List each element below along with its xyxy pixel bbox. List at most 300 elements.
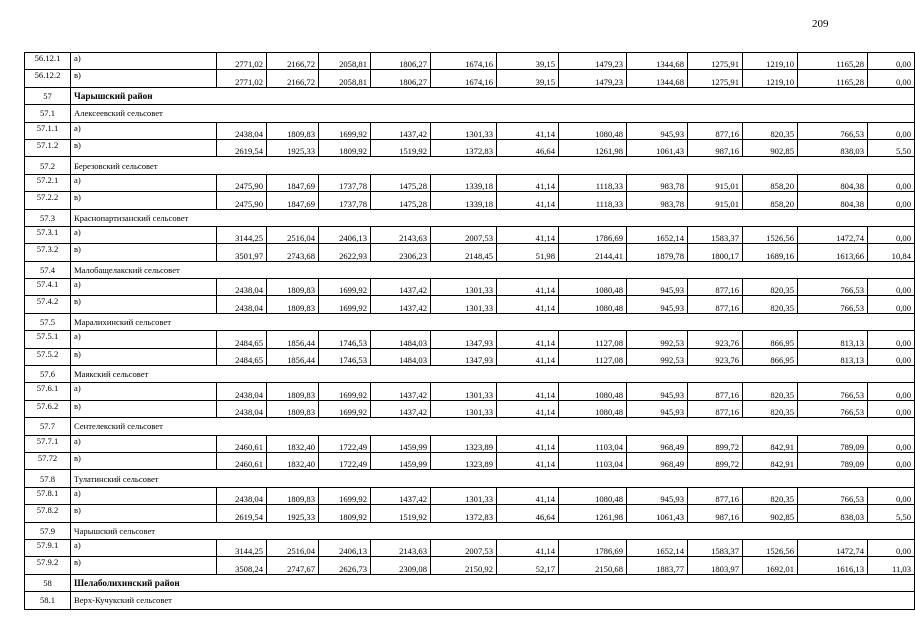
tariff-value: 842,91 — [743, 435, 798, 452]
tariff-value: 1118,33 — [559, 192, 627, 209]
row-label: в) — [71, 296, 217, 313]
tariff-value: 1809,83 — [267, 279, 319, 296]
tariff-value: 1583,37 — [688, 539, 743, 556]
tariff-value: 1699,92 — [319, 383, 371, 400]
tariff-value: 1526,56 — [743, 226, 798, 243]
tariff-value: 945,93 — [627, 122, 688, 139]
tariff-value: 766,53 — [798, 400, 868, 417]
tariff-value: 1879,78 — [627, 244, 688, 261]
tariff-value: 877,16 — [688, 400, 743, 417]
tariff-value: 1674,16 — [431, 53, 497, 70]
tariff-value: 820,35 — [743, 279, 798, 296]
tariff-value: 1809,83 — [267, 296, 319, 313]
row-label: в) — [71, 348, 217, 365]
council-title: Чарышский сельсовет — [71, 522, 915, 539]
region-header-row — [25, 574, 915, 591]
tariff-value: 1786,69 — [559, 539, 627, 556]
tariff-value: 2626,73 — [319, 557, 371, 574]
tariff-value: 987,16 — [688, 505, 743, 522]
tariff-value: 1347,93 — [431, 348, 497, 365]
tariff-value: 858,20 — [743, 192, 798, 209]
tariff-value: 1475,28 — [371, 174, 431, 191]
table-row — [25, 122, 915, 139]
tariff-value: 1301,33 — [431, 383, 497, 400]
tariff-value: 1809,83 — [267, 383, 319, 400]
tariff-value: 2460,61 — [217, 452, 267, 469]
tariff-value: 41,14 — [497, 331, 559, 348]
tariff-value: 1806,27 — [371, 70, 431, 87]
tariff-value: 820,35 — [743, 122, 798, 139]
tariff-value: 804,38 — [798, 192, 868, 209]
tariff-value: 1165,28 — [798, 53, 868, 70]
row-label: а) — [71, 487, 217, 504]
tariff-value: 1746,53 — [319, 331, 371, 348]
tariff-value: 945,93 — [627, 279, 688, 296]
row-label: в) — [71, 244, 217, 261]
row-label: в) — [71, 139, 217, 156]
council-title: Тулатинский сельсовет — [71, 470, 915, 487]
section-code: 57.8 — [25, 470, 71, 487]
tariff-value: 5,50 — [868, 505, 915, 522]
tariff-value: 1883,77 — [627, 557, 688, 574]
tariff-value: 1080,48 — [559, 383, 627, 400]
tariff-value: 1165,28 — [798, 70, 868, 87]
tariff-value: 2438,04 — [217, 400, 267, 417]
section-code: 58.1 — [25, 592, 71, 609]
row-code: 57.8.2 — [25, 505, 71, 522]
tariff-value: 3144,25 — [217, 226, 267, 243]
table-body — [25, 53, 915, 610]
tariff-value: 2516,04 — [267, 226, 319, 243]
table-row — [25, 452, 915, 469]
tariff-value: 41,14 — [497, 279, 559, 296]
row-code: 57.6.2 — [25, 400, 71, 417]
row-label: в) — [71, 557, 217, 574]
tariff-value: 1339,18 — [431, 192, 497, 209]
tariff-value: 2438,04 — [217, 122, 267, 139]
tariff-value: 41,14 — [497, 435, 559, 452]
tariff-value: 2058,81 — [319, 53, 371, 70]
tariff-value: 1809,92 — [319, 139, 371, 156]
tariff-value: 915,01 — [688, 192, 743, 209]
row-label: в) — [71, 400, 217, 417]
tariff-value: 2007,53 — [431, 539, 497, 556]
tariff-value: 1737,78 — [319, 174, 371, 191]
row-code: 57.5.1 — [25, 331, 71, 348]
row-code: 57.3.2 — [25, 244, 71, 261]
row-label: в) — [71, 192, 217, 209]
tariff-value: 1856,44 — [267, 348, 319, 365]
tariff-value: 1339,18 — [431, 174, 497, 191]
tariff-value: 0,00 — [868, 174, 915, 191]
section-code: 57 — [25, 87, 71, 104]
tariff-value: 2622,93 — [319, 244, 371, 261]
tariff-value: 0,00 — [868, 296, 915, 313]
tariff-value: 945,93 — [627, 296, 688, 313]
tariff-table — [24, 52, 915, 610]
tariff-value: 1519,92 — [371, 139, 431, 156]
tariff-value: 1616,13 — [798, 557, 868, 574]
tariff-value: 968,49 — [627, 452, 688, 469]
tariff-value: 1847,69 — [267, 174, 319, 191]
region-title: Чарышский район — [71, 87, 915, 104]
tariff-value: 2771,02 — [217, 70, 267, 87]
tariff-value: 1344,68 — [627, 53, 688, 70]
tariff-value: 2747,67 — [267, 557, 319, 574]
tariff-value: 2438,04 — [217, 279, 267, 296]
section-code: 57.3 — [25, 209, 71, 226]
tariff-value: 877,16 — [688, 487, 743, 504]
tariff-value: 820,35 — [743, 296, 798, 313]
tariff-value: 877,16 — [688, 122, 743, 139]
tariff-value: 1219,10 — [743, 53, 798, 70]
tariff-value: 1261,98 — [559, 139, 627, 156]
tariff-value: 1472,74 — [798, 226, 868, 243]
tariff-value: 945,93 — [627, 383, 688, 400]
tariff-value: 0,00 — [868, 192, 915, 209]
table-row — [25, 505, 915, 522]
tariff-value: 1484,03 — [371, 331, 431, 348]
region-title: Шелаболихинский район — [71, 574, 915, 591]
tariff-value: 968,49 — [627, 435, 688, 452]
table-row — [25, 539, 915, 556]
tariff-value: 1832,40 — [267, 452, 319, 469]
section-code: 57.4 — [25, 261, 71, 278]
tariff-value: 1118,33 — [559, 174, 627, 191]
row-code: 57.1.2 — [25, 139, 71, 156]
tariff-value: 41,14 — [497, 122, 559, 139]
tariff-value: 858,20 — [743, 174, 798, 191]
tariff-value: 1459,99 — [371, 435, 431, 452]
row-label: а) — [71, 279, 217, 296]
row-label: а) — [71, 174, 217, 191]
tariff-value: 1347,93 — [431, 331, 497, 348]
tariff-value: 983,78 — [627, 192, 688, 209]
tariff-value: 838,03 — [798, 139, 868, 156]
table-row — [25, 348, 915, 365]
council-header-row — [25, 157, 915, 174]
tariff-value: 1437,42 — [371, 279, 431, 296]
council-header-row — [25, 470, 915, 487]
row-label: а) — [71, 122, 217, 139]
tariff-value: 2475,90 — [217, 192, 267, 209]
tariff-value: 838,03 — [798, 505, 868, 522]
row-code: 57.5.2 — [25, 348, 71, 365]
tariff-value: 820,35 — [743, 383, 798, 400]
tariff-value: 1261,98 — [559, 505, 627, 522]
council-header-row — [25, 418, 915, 435]
row-code: 57.9.2 — [25, 557, 71, 574]
tariff-value: 51,98 — [497, 244, 559, 261]
council-header-row — [25, 366, 915, 383]
council-title: Верх-Кучукский сельсовет — [71, 592, 915, 609]
tariff-value: 1699,92 — [319, 296, 371, 313]
row-code: 57.4.2 — [25, 296, 71, 313]
tariff-value: 2743,68 — [267, 244, 319, 261]
tariff-value: 2771,02 — [217, 53, 267, 70]
tariff-value: 1275,91 — [688, 53, 743, 70]
tariff-value: 1437,42 — [371, 383, 431, 400]
tariff-value: 992,53 — [627, 348, 688, 365]
tariff-value: 1372,83 — [431, 139, 497, 156]
row-code: 57.2.1 — [25, 174, 71, 191]
tariff-value: 2306,23 — [371, 244, 431, 261]
tariff-value: 1689,16 — [743, 244, 798, 261]
tariff-value: 0,00 — [868, 383, 915, 400]
tariff-value: 1613,66 — [798, 244, 868, 261]
tariff-value: 1061,43 — [627, 505, 688, 522]
tariff-value: 1301,33 — [431, 400, 497, 417]
tariff-value: 2516,04 — [267, 539, 319, 556]
tariff-value: 0,00 — [868, 226, 915, 243]
tariff-value: 1746,53 — [319, 348, 371, 365]
tariff-value: 866,95 — [743, 331, 798, 348]
tariff-value: 945,93 — [627, 400, 688, 417]
tariff-value: 46,64 — [497, 139, 559, 156]
tariff-value: 766,53 — [798, 383, 868, 400]
row-code: 57.1.1 — [25, 122, 71, 139]
tariff-value: 2484,65 — [217, 331, 267, 348]
tariff-value: 1459,99 — [371, 452, 431, 469]
section-code: 57.6 — [25, 366, 71, 383]
row-code: 57.4.1 — [25, 279, 71, 296]
tariff-value: 820,35 — [743, 400, 798, 417]
tariff-value: 1809,83 — [267, 487, 319, 504]
tariff-value: 41,14 — [497, 400, 559, 417]
tariff-value: 1699,92 — [319, 487, 371, 504]
tariff-value: 0,00 — [868, 53, 915, 70]
tariff-value: 1323,89 — [431, 435, 497, 452]
tariff-value: 41,14 — [497, 192, 559, 209]
row-code: 56.12.2 — [25, 70, 71, 87]
tariff-value: 2007,53 — [431, 226, 497, 243]
tariff-value: 1809,83 — [267, 400, 319, 417]
tariff-value: 766,53 — [798, 279, 868, 296]
region-header-row — [25, 87, 915, 104]
council-title: Сентелекский сельсовет — [71, 418, 915, 435]
tariff-value: 10,84 — [868, 244, 915, 261]
tariff-value: 0,00 — [868, 539, 915, 556]
tariff-value: 0,00 — [868, 70, 915, 87]
row-code: 57.2.2 — [25, 192, 71, 209]
section-code: 57.9 — [25, 522, 71, 539]
tariff-value: 2619,54 — [217, 505, 267, 522]
tariff-value: 1080,48 — [559, 296, 627, 313]
tariff-value: 2438,04 — [217, 383, 267, 400]
tariff-value: 1722,49 — [319, 435, 371, 452]
tariff-value: 2438,04 — [217, 487, 267, 504]
tariff-value: 1722,49 — [319, 452, 371, 469]
council-title: Маякский сельсовет — [71, 366, 915, 383]
section-code: 57.5 — [25, 313, 71, 330]
tariff-value: 1583,37 — [688, 226, 743, 243]
tariff-value: 39,15 — [497, 70, 559, 87]
tariff-value: 804,38 — [798, 174, 868, 191]
table-row — [25, 139, 915, 156]
row-code: 57.3.1 — [25, 226, 71, 243]
tariff-value: 2406,13 — [319, 539, 371, 556]
tariff-value: 41,14 — [497, 174, 559, 191]
tariff-value: 2619,54 — [217, 139, 267, 156]
tariff-value: 0,00 — [868, 452, 915, 469]
tariff-value: 1479,23 — [559, 70, 627, 87]
tariff-value: 2058,81 — [319, 70, 371, 87]
tariff-value: 39,15 — [497, 53, 559, 70]
tariff-value: 0,00 — [868, 487, 915, 504]
page-number: 209 — [812, 18, 829, 30]
tariff-value: 3508,24 — [217, 557, 267, 574]
tariff-value: 1080,48 — [559, 400, 627, 417]
tariff-value: 1127,08 — [559, 348, 627, 365]
row-code: 57.9.1 — [25, 539, 71, 556]
tariff-value: 1925,33 — [267, 139, 319, 156]
tariff-value: 877,16 — [688, 296, 743, 313]
tariff-value: 0,00 — [868, 435, 915, 452]
tariff-value: 1472,74 — [798, 539, 868, 556]
council-title: Березовский сельсовет — [71, 157, 915, 174]
tariff-value: 1484,03 — [371, 348, 431, 365]
tariff-value: 945,93 — [627, 487, 688, 504]
tariff-value: 41,14 — [497, 452, 559, 469]
council-header-row — [25, 522, 915, 539]
tariff-value: 1301,33 — [431, 487, 497, 504]
tariff-value: 2166,72 — [267, 70, 319, 87]
row-label: а) — [71, 226, 217, 243]
tariff-value: 866,95 — [743, 348, 798, 365]
tariff-value: 46,64 — [497, 505, 559, 522]
tariff-value: 1786,69 — [559, 226, 627, 243]
tariff-value: 0,00 — [868, 348, 915, 365]
tariff-value: 902,85 — [743, 139, 798, 156]
row-label: в) — [71, 505, 217, 522]
tariff-value: 1800,17 — [688, 244, 743, 261]
council-title: Малобащелакский сельсовет — [71, 261, 915, 278]
table-row — [25, 279, 915, 296]
tariff-value: 877,16 — [688, 279, 743, 296]
table-row — [25, 383, 915, 400]
tariff-value: 813,13 — [798, 348, 868, 365]
tariff-value: 1301,33 — [431, 122, 497, 139]
tariff-value: 1699,92 — [319, 400, 371, 417]
council-header-row — [25, 209, 915, 226]
tariff-value: 766,53 — [798, 296, 868, 313]
tariff-value: 923,76 — [688, 331, 743, 348]
tariff-value: 1925,33 — [267, 505, 319, 522]
tariff-value: 1437,42 — [371, 122, 431, 139]
row-label: а) — [71, 435, 217, 452]
tariff-value: 789,09 — [798, 452, 868, 469]
tariff-value: 842,91 — [743, 452, 798, 469]
tariff-value: 2150,92 — [431, 557, 497, 574]
row-code: 57.8.1 — [25, 487, 71, 504]
table-row — [25, 435, 915, 452]
tariff-value: 1806,27 — [371, 53, 431, 70]
tariff-value: 983,78 — [627, 174, 688, 191]
tariff-value: 1219,10 — [743, 70, 798, 87]
tariff-value: 2150,68 — [559, 557, 627, 574]
table-row — [25, 192, 915, 209]
tariff-value: 902,85 — [743, 505, 798, 522]
tariff-value: 2143,63 — [371, 539, 431, 556]
tariff-value: 1652,14 — [627, 226, 688, 243]
tariff-value: 2166,72 — [267, 53, 319, 70]
row-label: а) — [71, 331, 217, 348]
tariff-value: 1080,48 — [559, 279, 627, 296]
tariff-value: 1519,92 — [371, 505, 431, 522]
tariff-value: 2144,41 — [559, 244, 627, 261]
tariff-value: 899,72 — [688, 452, 743, 469]
tariff-value: 2148,45 — [431, 244, 497, 261]
tariff-value: 1323,89 — [431, 452, 497, 469]
tariff-value: 1737,78 — [319, 192, 371, 209]
tariff-value: 3144,25 — [217, 539, 267, 556]
table-row — [25, 174, 915, 191]
tariff-value: 1344,68 — [627, 70, 688, 87]
tariff-value: 1127,08 — [559, 331, 627, 348]
council-title: Краснопартизанский сельсовет — [71, 209, 915, 226]
tariff-value: 41,14 — [497, 348, 559, 365]
table-row — [25, 331, 915, 348]
council-header-row — [25, 261, 915, 278]
row-label: а) — [71, 53, 217, 70]
tariff-value: 2309,08 — [371, 557, 431, 574]
council-title: Алексеевский сельсовет — [71, 105, 915, 122]
council-title: Маралихинский сельсовет — [71, 313, 915, 330]
tariff-value: 813,13 — [798, 331, 868, 348]
tariff-value: 52,17 — [497, 557, 559, 574]
table-row — [25, 557, 915, 574]
section-code: 58 — [25, 574, 71, 591]
table-row — [25, 226, 915, 243]
row-code: 56.12.1 — [25, 53, 71, 70]
tariff-value: 1674,16 — [431, 70, 497, 87]
tariff-value: 992,53 — [627, 331, 688, 348]
tariff-value: 1652,14 — [627, 539, 688, 556]
tariff-value: 1103,04 — [559, 435, 627, 452]
tariff-value: 41,14 — [497, 539, 559, 556]
tariff-value: 2406,13 — [319, 226, 371, 243]
table-row — [25, 70, 915, 87]
tariff-value: 2438,04 — [217, 296, 267, 313]
tariff-value: 2143,63 — [371, 226, 431, 243]
tariff-value: 41,14 — [497, 296, 559, 313]
tariff-value: 766,53 — [798, 487, 868, 504]
tariff-value: 2484,65 — [217, 348, 267, 365]
tariff-value: 789,09 — [798, 435, 868, 452]
tariff-value: 1699,92 — [319, 122, 371, 139]
tariff-value: 1301,33 — [431, 279, 497, 296]
tariff-value: 5,50 — [868, 139, 915, 156]
tariff-value: 1061,43 — [627, 139, 688, 156]
tariff-value: 1437,42 — [371, 296, 431, 313]
table-row — [25, 487, 915, 504]
tariff-value: 1526,56 — [743, 539, 798, 556]
tariff-value: 820,35 — [743, 487, 798, 504]
tariff-value: 1475,28 — [371, 192, 431, 209]
tariff-value: 0,00 — [868, 279, 915, 296]
tariff-value: 1803,97 — [688, 557, 743, 574]
row-label: а) — [71, 383, 217, 400]
tariff-value: 766,53 — [798, 122, 868, 139]
tariff-value: 2475,90 — [217, 174, 267, 191]
tariff-value: 1692,01 — [743, 557, 798, 574]
tariff-value: 1103,04 — [559, 452, 627, 469]
tariff-value: 1832,40 — [267, 435, 319, 452]
tariff-value: 1856,44 — [267, 331, 319, 348]
row-code: 57.72 — [25, 452, 71, 469]
tariff-value: 923,76 — [688, 348, 743, 365]
tariff-value: 41,14 — [497, 383, 559, 400]
